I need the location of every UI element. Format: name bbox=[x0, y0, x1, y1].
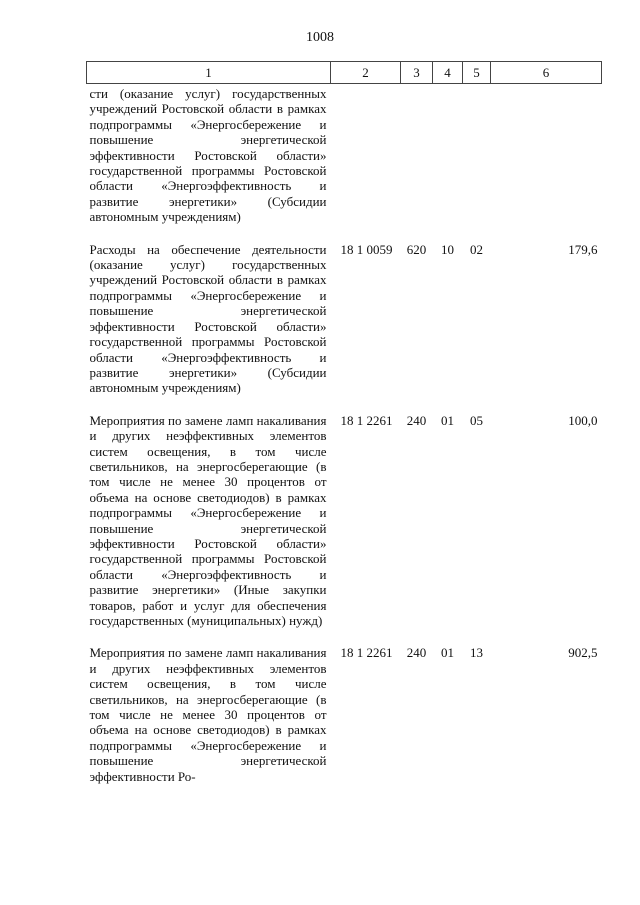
column-header-3: 3 bbox=[401, 62, 433, 84]
row-rz: 01 bbox=[441, 412, 454, 428]
column-header-1: 1 bbox=[87, 62, 331, 84]
page-number: 1008 bbox=[306, 30, 334, 45]
row-vr: 620 bbox=[406, 241, 427, 257]
row-pr bbox=[463, 84, 491, 239]
column-header-6: 6 bbox=[491, 62, 602, 84]
row-pr: 02 bbox=[470, 241, 483, 257]
row-code bbox=[331, 84, 401, 239]
row-rz: 01 bbox=[441, 645, 454, 661]
row-vr: 240 bbox=[406, 645, 427, 661]
table-row bbox=[87, 84, 602, 239]
row-code: 18 1 2261 bbox=[340, 412, 393, 428]
budget-table bbox=[86, 61, 602, 798]
column-header-5: 5 bbox=[463, 62, 491, 84]
table-header-row bbox=[87, 62, 602, 84]
row-pr: 13 bbox=[470, 645, 483, 661]
row-amount: 902,5 bbox=[568, 645, 598, 661]
row-amount: 179,6 bbox=[568, 241, 598, 257]
table-row bbox=[87, 410, 602, 643]
row-vr: 240 bbox=[406, 412, 427, 428]
row-code: 18 1 0059 bbox=[340, 241, 393, 257]
row-amount bbox=[491, 84, 602, 239]
row-vr bbox=[401, 84, 433, 239]
row-description: сти (оказание услуг) государственных учреждений Ростовской области в рамках подпрограммы «Энергосбережение и повышение энергетической эффективности Ростовской области» государственной программы Ростовской области «Энергоэффективность и развитие энергетики» (Субсидии автономным учреждениям) bbox=[89, 86, 327, 225]
row-amount: 100,0 bbox=[568, 412, 598, 428]
row-rz: 10 bbox=[441, 241, 454, 257]
row-rz bbox=[433, 84, 463, 239]
column-header-2: 2 bbox=[331, 62, 401, 84]
column-header-4: 4 bbox=[433, 62, 463, 84]
row-code: 18 1 2261 bbox=[340, 645, 393, 661]
row-description: Мероприятия по замене ламп накаливания и других неэффективных элементов систем освещения, в том числе светильников, на энергосберегающие (в том числе не менее 30 процентов от объема на основе светодиодов) в рамках подпрограммы «Энергосбережение и повышение энергетической эффективности Ростовской области» государственной программы Ростовской области «Энергоэффективность и развитие энергетики» (Иные закупки товаров, работ и услуг для обеспечения государственных (муниципальных) нужд) bbox=[89, 412, 327, 628]
table-row bbox=[87, 642, 602, 798]
table-row bbox=[87, 239, 602, 410]
row-pr: 05 bbox=[470, 412, 483, 428]
row-description: Расходы на обеспечение деятельности (оказание услуг) государственных учреждений Ростовской области в рамках подпрограммы «Энергосбережение и повышение энергетической эффективности Ростовской области» государственной программы Ростовской области «Энергоэффективность и развитие энергетики» (Субсидии автономным учреждениям) bbox=[89, 241, 327, 396]
row-description: Мероприятия по замене ламп накаливания и других неэффективных элементов систем освещения, в том числе светильников, на энергосберегающие (в том числе не менее 30 процентов от объема на основе светодиодов) в рамках подпрограммы «Энергосбережение и повышение энергетической эффективности Ро- bbox=[89, 645, 327, 784]
